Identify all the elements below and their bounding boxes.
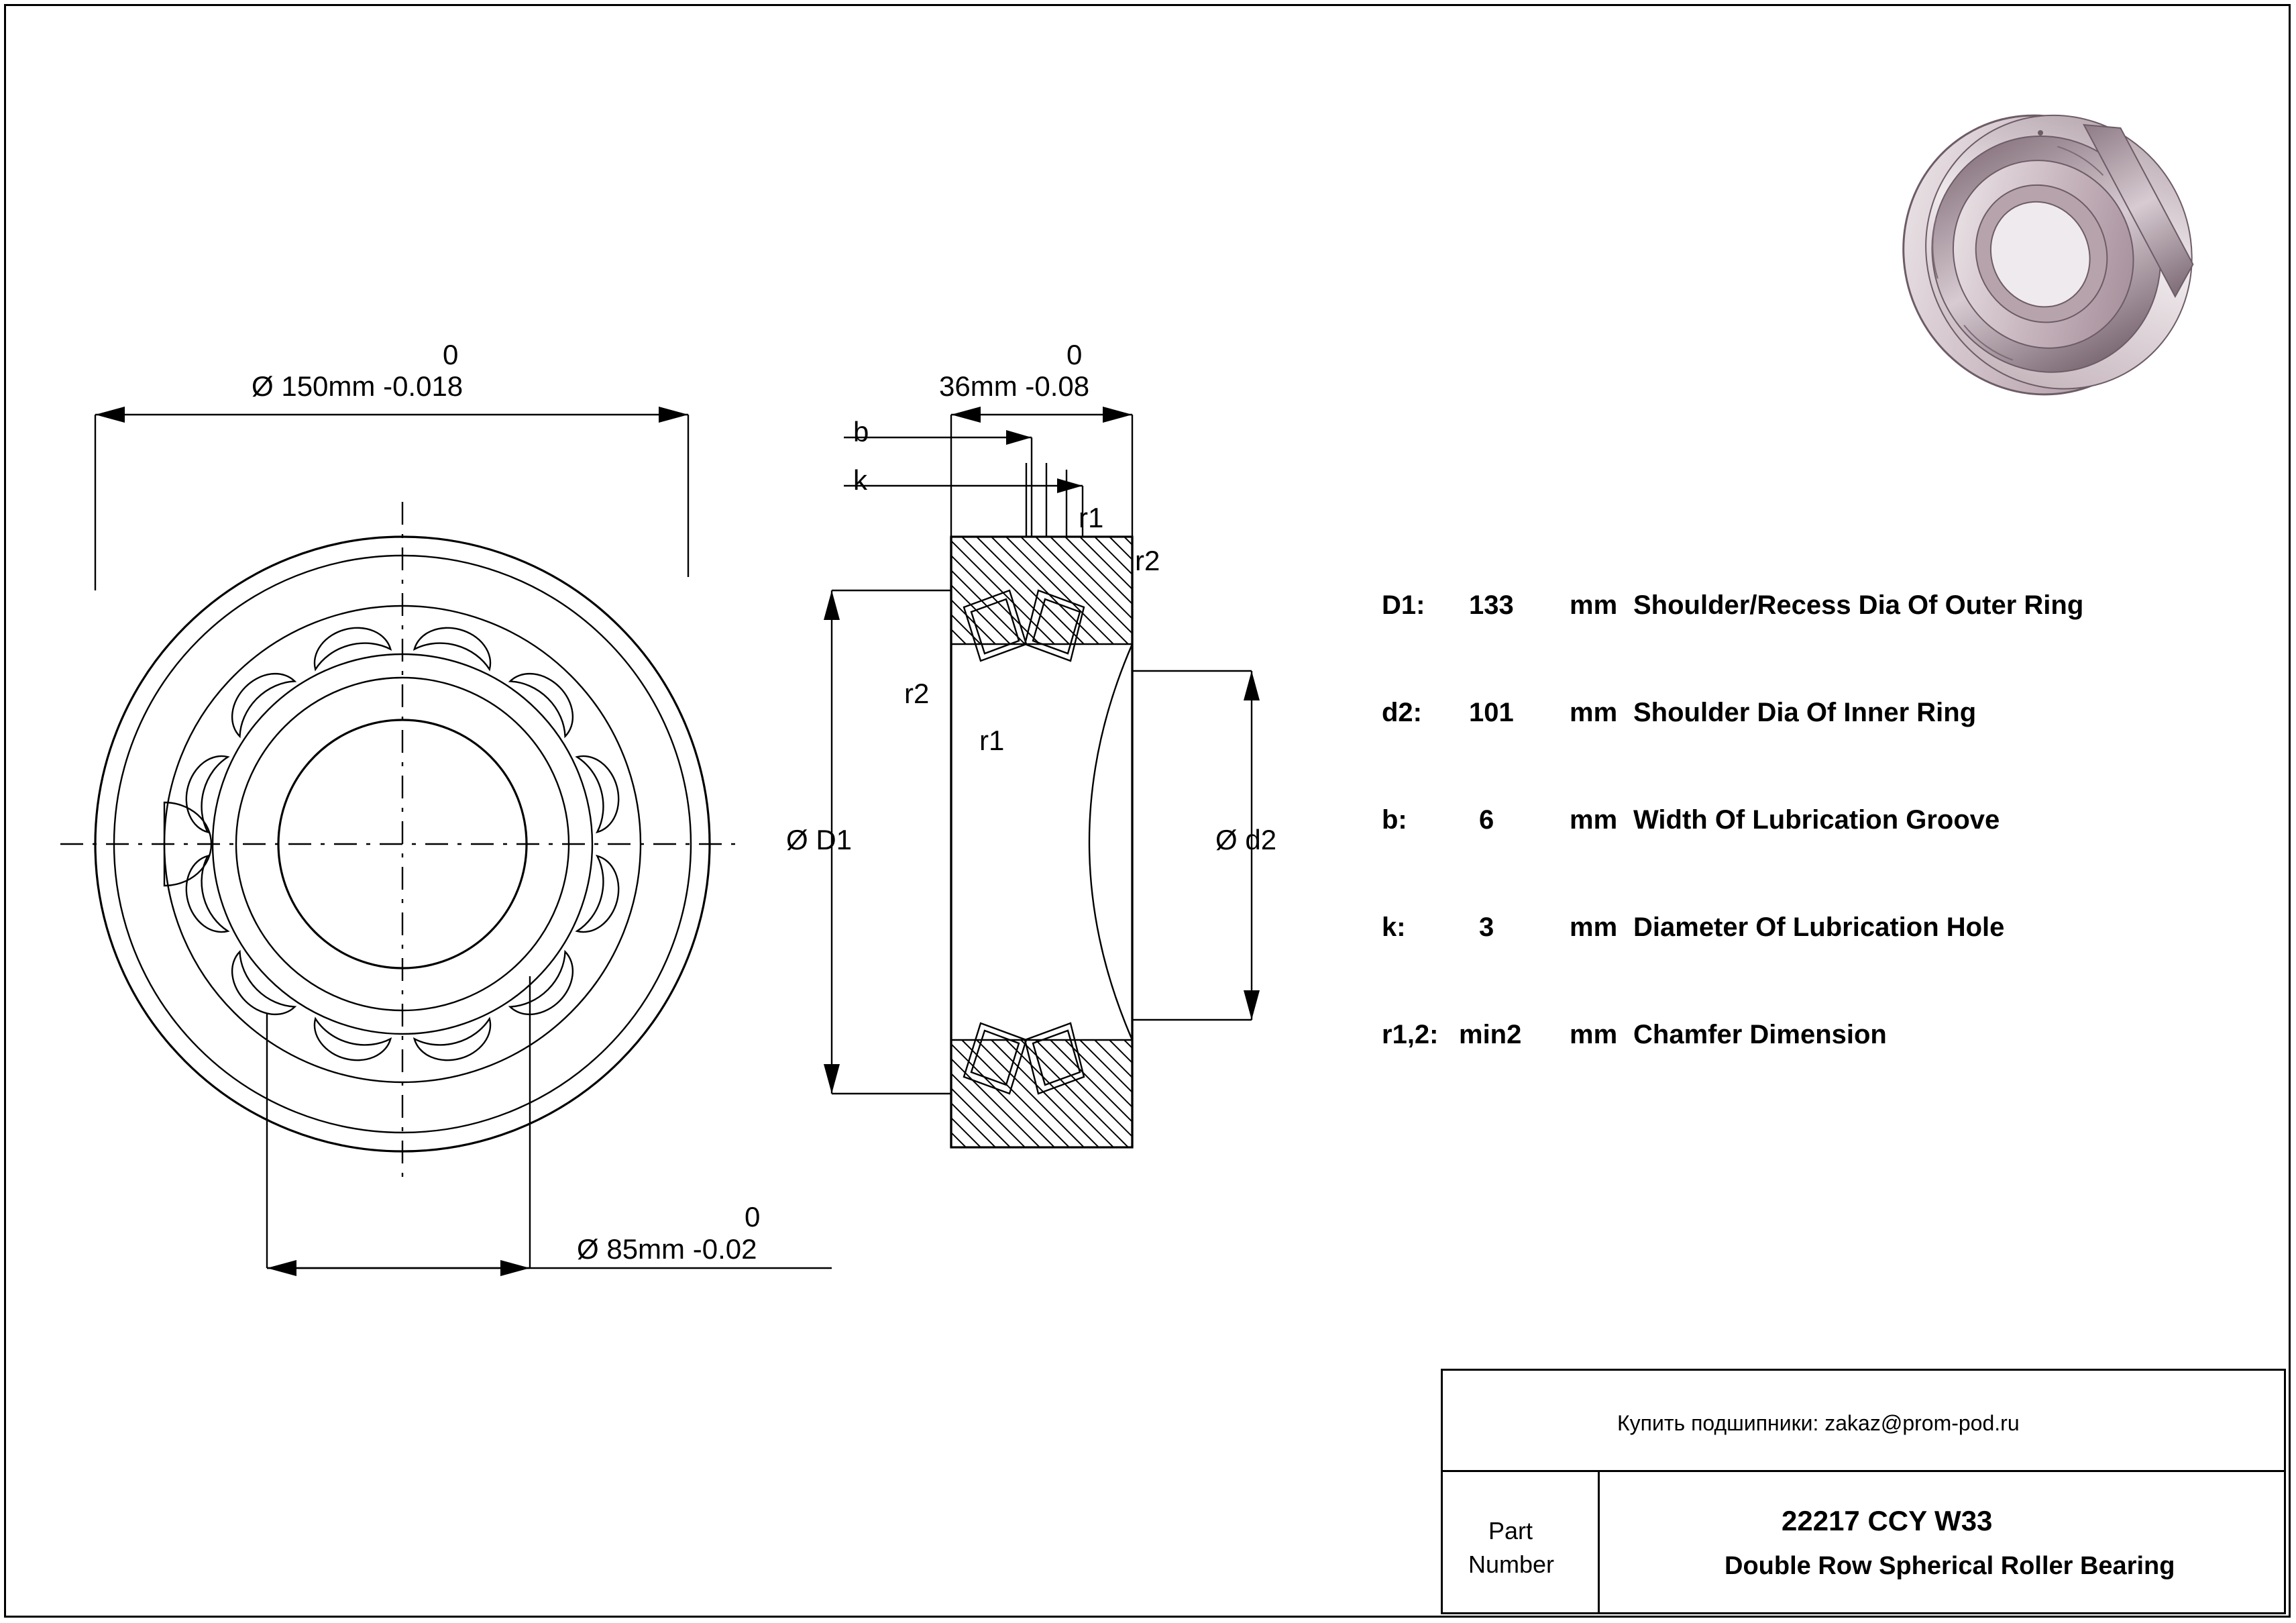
part-description: Double Row Spherical Roller Bearing — [1725, 1552, 2175, 1580]
spec-description: Chamfer Dimension — [1633, 1020, 1887, 1049]
spec-row — [1368, 698, 2254, 751]
spec-value: 101 — [1469, 698, 1514, 727]
spec-unit: mm — [1570, 590, 1618, 620]
part-label-line2: Number — [1468, 1551, 1555, 1578]
spec-row — [1368, 912, 2254, 966]
spec-unit: mm — [1570, 1020, 1618, 1049]
diameter-icon: Ø — [252, 370, 274, 402]
title-block — [1441, 1369, 2286, 1614]
spec-description: Diameter Of Lubrication Hole — [1633, 912, 2005, 942]
spec-row — [1368, 590, 2254, 644]
callout-b: b — [853, 416, 869, 448]
spec-row — [1368, 1020, 2254, 1074]
dim-d1-label: Ø D1 — [786, 824, 853, 855]
part-number: 22217 CCY W33 — [1782, 1505, 1993, 1536]
spec-value: min2 — [1459, 1020, 1522, 1049]
spec-description: Width Of Lubrication Groove — [1633, 805, 2000, 835]
width-dim-label: 36mm -0.08 — [939, 370, 1090, 402]
title-block-divider-vertical — [1598, 1470, 1600, 1614]
spec-description: Shoulder Dia Of Inner Ring — [1633, 698, 1977, 727]
width-dim-tol-top: 0 — [1067, 339, 1083, 370]
spec-unit: mm — [1570, 698, 1618, 727]
spec-unit: mm — [1570, 805, 1618, 835]
spec-value: 3 — [1479, 912, 1494, 942]
callout-k: k — [853, 464, 867, 496]
inner-dim-label: Ø 85mm -0.02 — [577, 1233, 757, 1265]
callout-r2-right: r2 — [1135, 545, 1160, 576]
spec-symbol: D1: — [1382, 590, 1425, 620]
spec-symbol: k: — [1382, 912, 1406, 942]
contact-text: Купить подшипники: zakaz@prom-pod.ru — [1617, 1411, 2020, 1435]
outer-dim-tol-top: 0 — [443, 339, 459, 370]
spec-symbol: r1,2: — [1382, 1020, 1439, 1049]
spec-value: 133 — [1469, 590, 1514, 620]
inner-dim-tol-top: 0 — [745, 1201, 761, 1233]
spec-symbol: b: — [1382, 805, 1407, 835]
spec-description: Shoulder/Recess Dia Of Outer Ring — [1633, 590, 2084, 620]
spec-row — [1368, 805, 2254, 859]
callout-r1-top: r1 — [1079, 502, 1104, 533]
spec-value: 6 — [1479, 805, 1494, 835]
spec-unit: mm — [1570, 912, 1618, 942]
part-label-line1: Part — [1488, 1517, 1533, 1545]
callout-r1-left: r1 — [979, 725, 1005, 756]
spec-symbol: d2: — [1382, 698, 1422, 727]
dim-d2-label: Ø d2 — [1215, 824, 1277, 855]
diameter-icon: Ø — [577, 1233, 599, 1265]
callout-r2-left: r2 — [904, 678, 930, 709]
title-block-divider-horizontal — [1443, 1470, 2286, 1472]
outer-dim-label: Ø 150mm -0.018 — [252, 370, 463, 402]
